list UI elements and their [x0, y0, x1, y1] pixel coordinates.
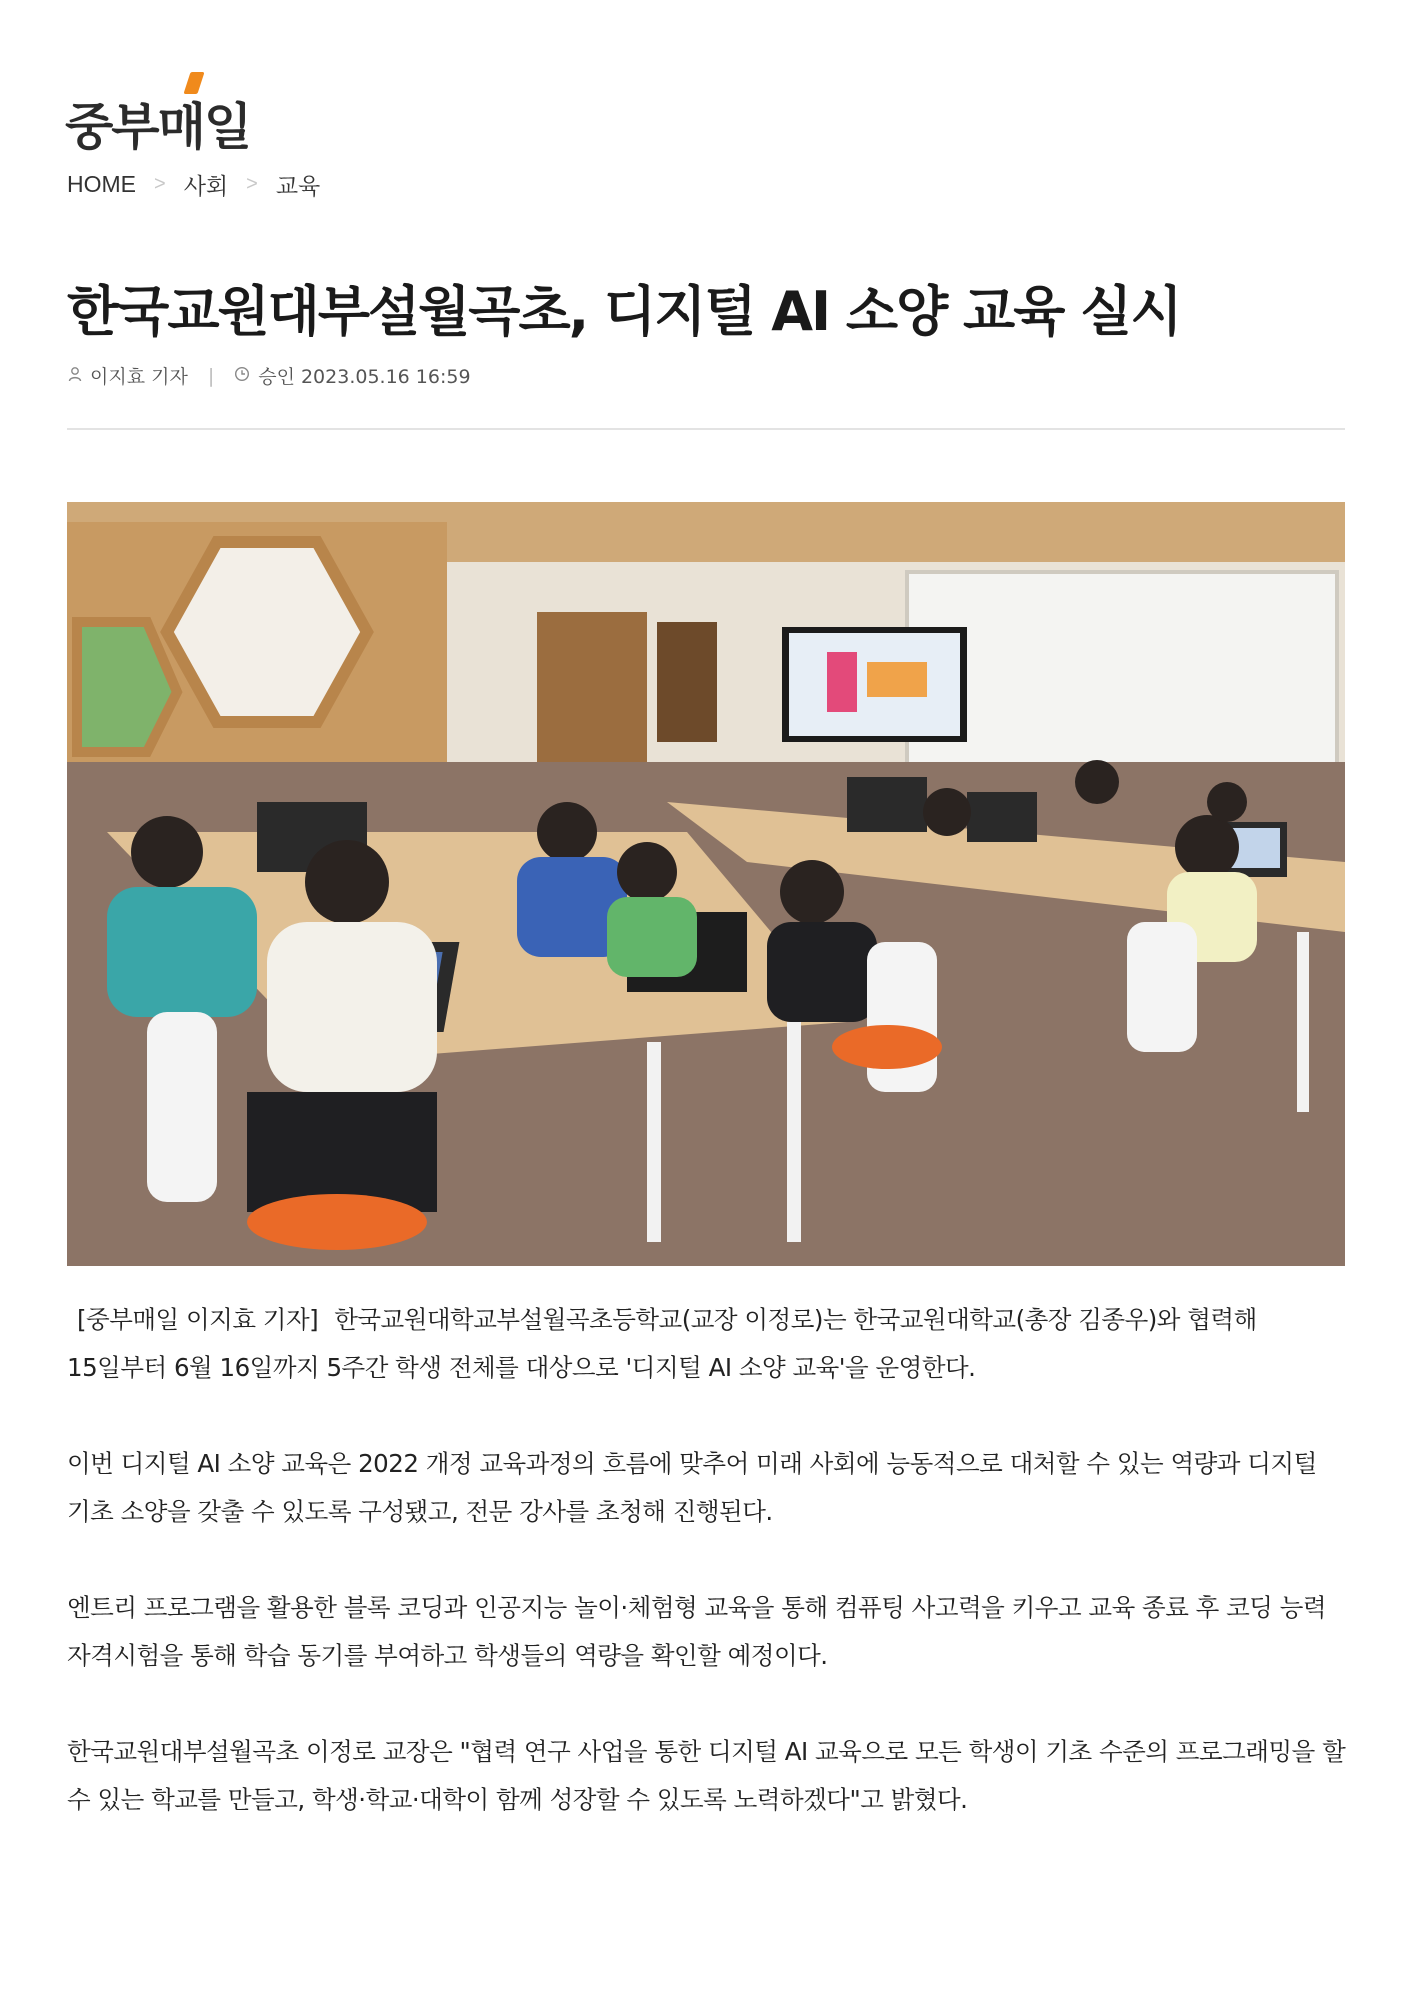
classroom-photo-illustration	[67, 502, 1345, 1266]
article-headline: 한국교원대부설월곡초, 디지털 AI 소양 교육 실시	[67, 280, 1181, 344]
breadcrumb	[67, 168, 320, 201]
logo-text: 중부매일	[65, 98, 251, 156]
article-meta	[68, 362, 471, 389]
meta-divider: |	[207, 364, 215, 387]
breadcrumb-home[interactable]: HOME	[67, 171, 136, 197]
article-paragraph: 엔트리 프로그램을 활용한 블록 코딩과 인공지능 놀이·체험형 교육을 통해 컴퓨팅 사고력을 키우고 교육 종료 후 코딩 능력 자격시험을 통해 학습 동기를 부여하고 학생들의 역량을 확인할 예정이다.	[67, 1593, 1327, 1670]
article-byline: [중부매일 이지효 기자]	[77, 1305, 319, 1334]
logo-accent-mark	[183, 72, 204, 94]
paragraph-text: 한국교원대학교부설월곡초등학교(교장 이정로)는 한국교원대학교(총장 김종우)와 협력해 15일부터 6월 16일까지 5주간 학생 전체를 대상으로 '디지털 AI 소양 교육'을 운영한다.	[67, 1305, 1257, 1382]
author-name[interactable]: 이지효 기자	[90, 366, 188, 388]
header-divider	[67, 428, 1345, 430]
breadcrumb-section[interactable]: 사회	[183, 173, 229, 199]
article-paragraph: 이번 디지털 AI 소양 교육은 2022 개정 교육과정의 흐름에 맞추어 미래 사회에 능동적으로 대처할 수 있는 역량과 디지털 기초 소양을 갖출 수 있도록 구성됐고, 전문 강사를 초청해 진행된다.	[67, 1449, 1317, 1526]
approved-datetime: 승인 2023.05.16 16:59	[258, 366, 471, 388]
person-icon	[68, 366, 82, 386]
article-paragraph	[67, 1296, 1357, 1392]
chevron-right-icon: >	[246, 173, 258, 195]
breadcrumb-subsection[interactable]: 교육	[275, 173, 321, 199]
article-paragraph: 한국교원대부설월곡초 이정로 교장은 "협력 연구 사업을 통한 디지털 AI 교육으로 모든 학생이 기초 수준의 프로그래밍을 할 수 있는 학교를 만들고, 학생·학교·대학이 함께 성장할 수 있도록 노력하겠다"고 밝혔다.	[67, 1737, 1346, 1814]
article-photo[interactable]	[67, 502, 1345, 1266]
clock-icon	[234, 366, 250, 386]
article-body	[67, 1296, 1357, 1872]
site-logo[interactable]	[65, 82, 251, 156]
chevron-right-icon: >	[154, 173, 166, 195]
